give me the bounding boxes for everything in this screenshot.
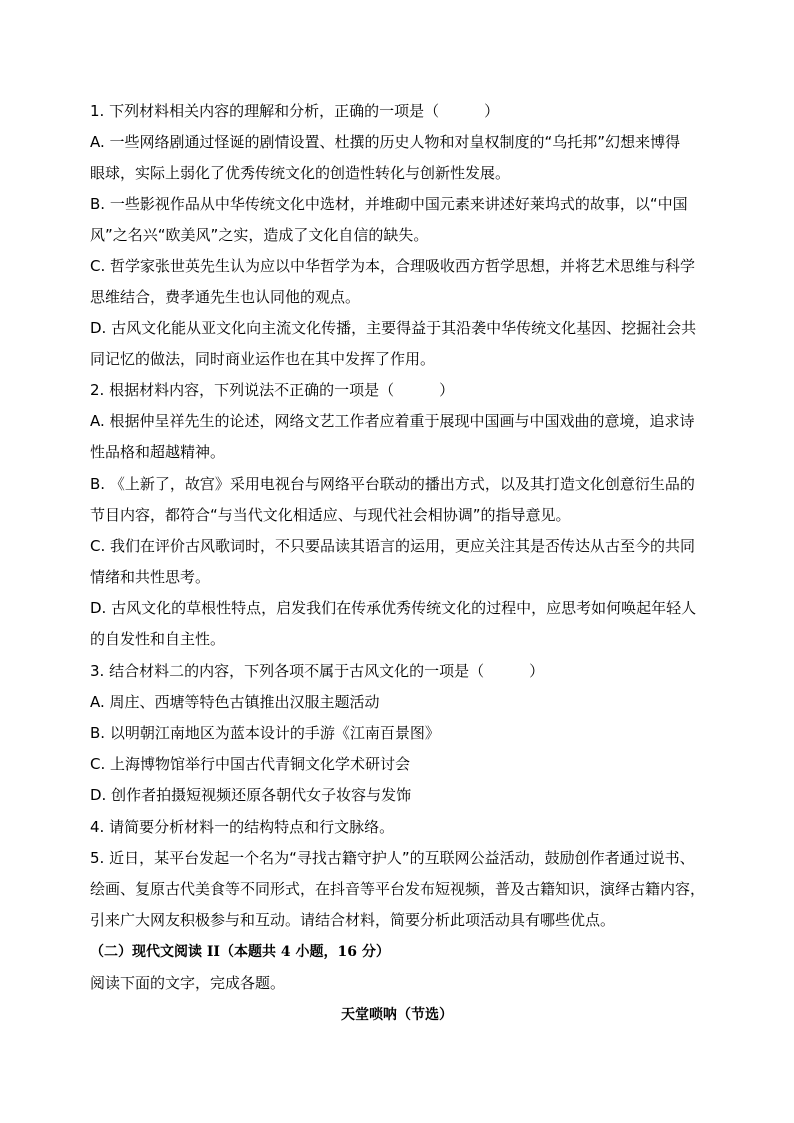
q1-option-c-cont: 思维结合，费孝通先生也认同他的观点。: [90, 288, 361, 306]
q2-option-d-cont: 的自发性和自主性。: [90, 630, 226, 648]
q1-option-c: C. 哲学家张世英先生认为应以中华哲学为本，合理吸收西方哲学思想，并将艺术思维与科学: [90, 257, 696, 275]
q2-option-d: D. 古风文化的草根性特点，启发我们在传承优秀传统文化的过程中，应思考如何唤起年轻人: [90, 599, 697, 617]
q1-option-d: D. 古风文化能从亚文化向主流文化传播，主要得益于其沿袭中华传统文化基因、挖掘社会共: [90, 319, 697, 337]
q3-option-b: B. 以明朝江南地区为蓝本设计的手游《江南百景图》: [90, 724, 440, 742]
q1-option-b-cont: 风”之名兴“欧美风”之实，造成了文化自信的缺失。: [90, 226, 429, 244]
question-1: 1. 下列材料相关内容的理解和分析，正确的一项是（ ）: [90, 102, 500, 120]
question-4: 4. 请简要分析材料一的结构特点和行文脉络。: [90, 818, 395, 836]
section-heading: （二）现代文阅读 II（本题共 4 小题，16 分）: [90, 944, 390, 960]
question-2: 2. 根据材料内容，下列说法不正确的一项是（ ）: [90, 381, 455, 399]
q1-option-b: B. 一些影视作品从中华传统文化中选材，并堆砌中国元素来讲述好莱坞式的故事，以“中国: [90, 195, 688, 213]
q3-option-a: A. 周庄、西塘等特色古镇推出汉服主题活动: [90, 693, 380, 711]
q2-option-c: C. 我们在评价古风歌词时，不只要品读其语言的运用，更应关注其是否传达从古至今的共同: [90, 537, 696, 555]
q2-option-b-cont: 节目内容，都符合“与当代文化相适应、与现代社会相协调”的指导意见。: [90, 506, 571, 524]
instruction: 阅读下面的文字，完成各题。: [90, 974, 286, 992]
q2-option-a: A. 根据仲呈祥先生的论述，网络文艺工作者应着重于展现中国画与中国戏曲的意境，追求诗: [90, 412, 695, 430]
question-5-cont-2: 引来广大网友积极参与和互动。请结合材料，简要分析此项活动具有哪些优点。: [90, 911, 616, 929]
q3-option-d: D. 创作者拍摄短视频还原各朝代女子妆容与发饰: [90, 786, 412, 804]
q2-option-a-cont: 性品格和超越精神。: [90, 443, 226, 461]
question-5-cont-1: 绘画、复原古代美食等不同形式，在抖音等平台发布短视频，普及古籍知识，演绎古籍内容，: [90, 880, 706, 898]
article-title: 天堂唢呐（节选）: [341, 1007, 453, 1023]
q1-option-a-cont: 眼球，实际上弱化了优秀传统文化的创造性转化与创新性发展。: [90, 164, 511, 182]
q2-option-c-cont: 情绪和共性思考。: [90, 568, 211, 586]
question-3: 3. 结合材料二的内容，下列各项不属于古风文化的一项是（ ）: [90, 662, 545, 680]
question-5: 5. 近日，某平台发起一个名为“寻找古籍守护人”的互联网公益活动，鼓励创作者通过说书、: [90, 849, 695, 867]
q2-option-b: B. 《上新了，故宫》采用电视台与网络平台联动的播出方式，以及其打造文化创意衍生品的: [90, 475, 695, 493]
q1-option-d-cont: 同记忆的做法，同时商业运作也在其中发挥了作用。: [90, 350, 436, 368]
q1-option-a: A. 一些网络剧通过怪诞的剧情设置、杜撰的历史人物和对皇权制度的“乌托邦”幻想来博得: [90, 133, 681, 151]
q3-option-c: C. 上海博物馆举行中国古代青铜文化学术研讨会: [90, 755, 411, 773]
